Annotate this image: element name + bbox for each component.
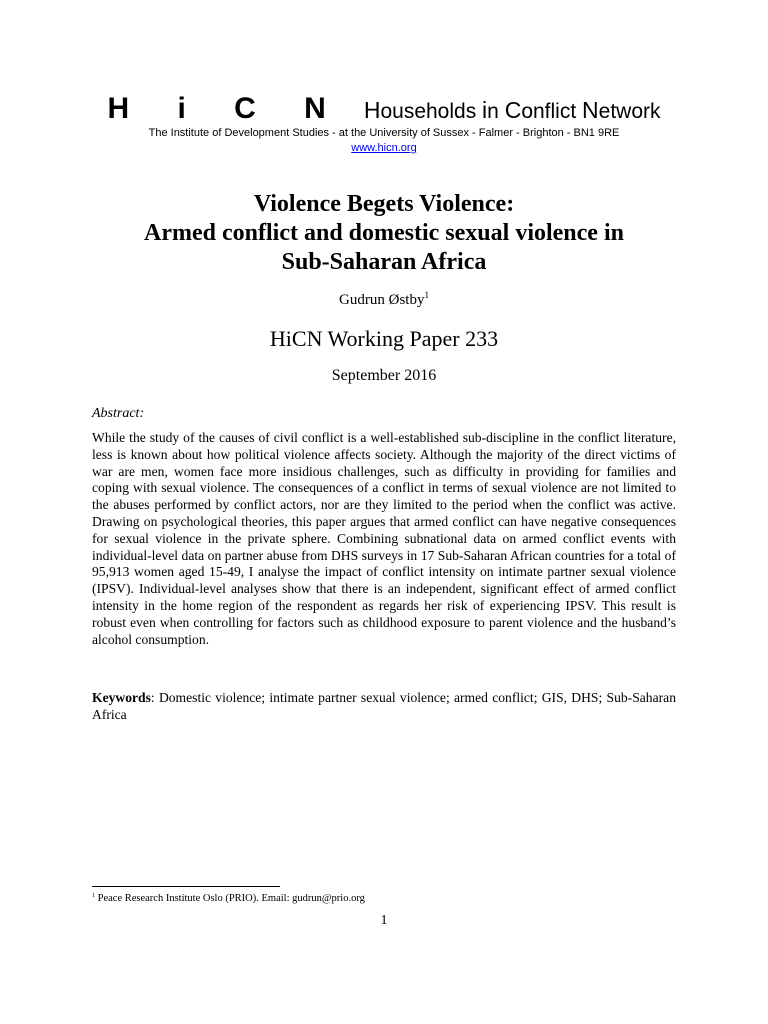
footnote-marker: 1 xyxy=(424,290,429,300)
network-initial-i: i xyxy=(482,97,488,123)
institute-address: The Institute of Development Studies - at the University of Sussex - Falmer - Brighton - BN1 9RE xyxy=(148,127,620,139)
title-line: Sub-Saharan Africa xyxy=(281,249,487,275)
author-line xyxy=(0,290,768,309)
author-name: Gudrun Østby xyxy=(339,292,425,308)
network-initial-h: H xyxy=(363,97,381,123)
website-url-line xyxy=(0,142,768,154)
footnote xyxy=(92,893,676,904)
title-line: Armed conflict and domestic sexual violence in xyxy=(144,220,624,246)
network-initial-n: N xyxy=(582,97,599,123)
network-word-in: n xyxy=(487,100,505,123)
paper-title xyxy=(60,190,708,277)
footnote-number: 1 xyxy=(92,893,95,899)
network-initial-c: C xyxy=(504,97,522,123)
footnote-text: Peace Research Institute Oslo (PRIO). Email: gudrun@prio.org xyxy=(95,893,365,904)
publication-date: September 2016 xyxy=(331,367,437,384)
keywords-paragraph xyxy=(92,690,676,724)
network-word-network: etwork xyxy=(598,100,661,123)
website-link[interactable]: www.hicn.org xyxy=(351,142,417,154)
hicn-logo: H i C N xyxy=(107,92,346,125)
keywords-label: Keywords xyxy=(92,690,151,705)
network-word-conflict: onflict xyxy=(521,100,583,123)
title-line: Violence Begets Violence: xyxy=(253,191,515,217)
network-name xyxy=(364,97,661,124)
abstract-heading: Abstract: xyxy=(92,406,145,421)
network-word-households: ouseholds xyxy=(380,100,483,123)
hicn-header xyxy=(0,92,768,126)
footnote-divider xyxy=(92,886,280,887)
keywords-list: : Domestic violence; intimate partner sexual violence; armed conflict; GIS, DHS; Sub-Saharan Africa xyxy=(92,690,676,722)
page-number: 1 xyxy=(380,913,388,928)
working-paper-number: HiCN Working Paper 233 xyxy=(269,326,499,351)
abstract-text: While the study of the causes of civil conflict is a well-established sub-discipline in the conflict literature, less is known about how political violence affects society. Although the majority of the direct victims of war are men, women face more insidious challenges, such as difficulty in providing for families and coping with sexual violence. The consequences of a conflict in terms of sexual violence are not limited to the abuses performed by conflict actors, nor are they limited to the period when the conflict was active. Drawing on psychological theories, this paper argues that armed conflict can have negative consequences for sexual violence in the private sphere. Combining subnational data on armed conflict events with individual-level data on partner abuse from DHS surveys in 17 Sub-Saharan African countries for a total of 95,913 women aged 15-49, I analyse the impact of conflict intensity on intimate partner sexual violence (IPSV). Individual-level analyses show that there is an independent, significant effect of armed conflict intensity in the home region of the respondent as regards her risk of experiencing IPSV. This result is robust even when controlling for factors such as childhood exposure to parent violence and the husband’s alcohol consumption. xyxy=(92,430,676,647)
